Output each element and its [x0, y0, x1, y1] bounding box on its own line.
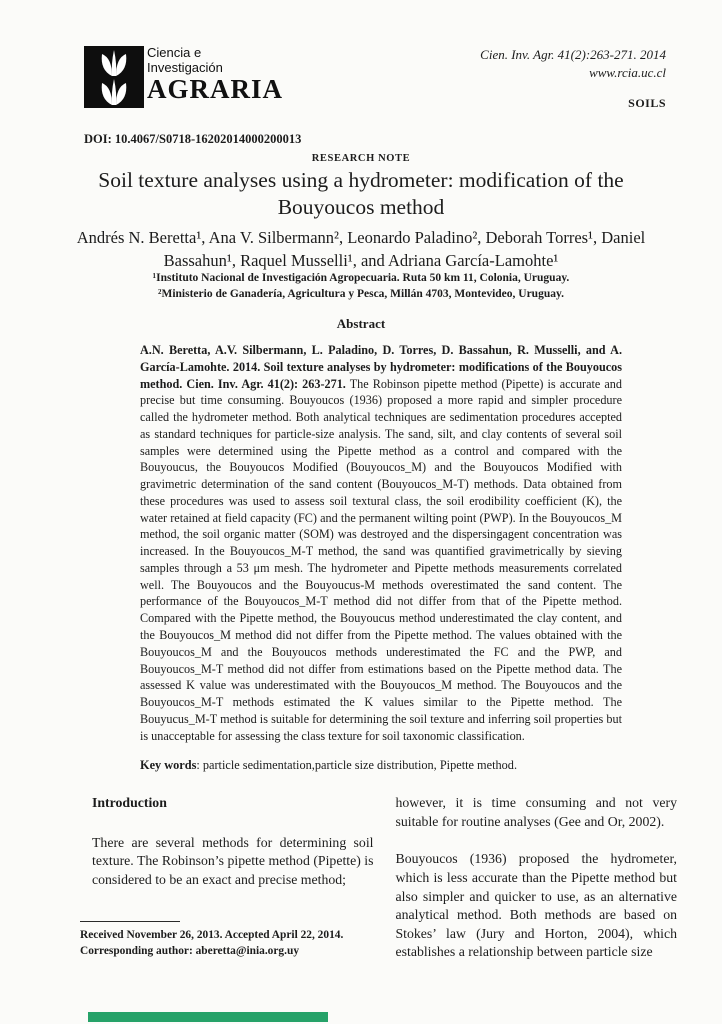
doi-line: DOI: 10.4067/S0718-16202014000200013: [84, 132, 302, 146]
authors-line: Andrés N. Beretta¹, Ana V. Silbermann², Leonardo Paladino², Deborah Torres¹, Daniel Bassahun¹, Raquel Musselli¹, and Adriana García-Lamohte¹: [76, 228, 646, 271]
section-label: SOILS: [628, 96, 666, 111]
journal-name-line3: AGRARIA: [147, 74, 284, 105]
abstract-paragraph: [140, 342, 622, 744]
right-column: [396, 794, 678, 981]
footnote-received: Received November 26, 2013. Accepted April 22, 2014.: [80, 929, 344, 941]
abstract-body-text: The Robinson pipette method (Pipette) is accurate and precise but time consuming. Bouyoucos (1936) proposed a more rapid and simpler procedure called the hydrometer method. Both analytical techniques are sedimentation procedures accepted as standard techniques for particle-size analysis. The sand, silt, and clay contents of several soil samples were determined using the Pipette method as a control and compared with the Bouyoucus, the Bouyoucos Modified (Bouyoucos_M) and the Bouyoucos Modified with gravimetric determination of the sand content (Bouyoucos_M-T) methods. Data obtained from these procedures was used to assess soil textural class, the soil erodibility coefficient (K), the water retained at field capacity (FC) and the permanent wilting point (PWP). In the Bouyoucos_M method, the soil organic matter (SOM) was destroyed and the dispersingagent concentration was increased. In the Bouyoucos_M-T method, the sand was quantified gravimetrically by sieving samples through a 53 μm mesh. The hydrometer and Pipette methods measurements correlated well. The Bouyoucos and the Bouyoucus-M methods overestimated the sand content. The performance of the Bouyoucos_M-T method did not differ from that of the Pipette method. Compared with the Pipette method, the Bouyoucus method underestimated the clay content, and the Bouyoucos_M method did not differ from the Pipette method. The values obtained with the Bouyoucos_M and the Bouyoucos methods underestimated the FC and the PWP, and Bouyoucos_M-T method did not differ from estimations based on the Pipette method data. The assessed K value was underestimated with the Bouyoucos_M method. The Bouyoucos and the Bouyoucos_M-T methods estimated the K values similar to the Pipette method. The Bouyucus_M-T method is suitable for determining the soil texture and inferring soil properties but is unacceptable for assessing the class texture for soil taxonomic classification.: [140, 376, 622, 743]
header-right: [480, 46, 666, 111]
journal-website: www.rcia.uc.cl: [589, 64, 666, 80]
article-type-label: RESEARCH NOTE: [311, 153, 411, 164]
intro-paragraph-2: however, it is time consuming and not very suitable for routine analyses (Gee and Or, 2002).: [395, 795, 677, 829]
journal-logo: [84, 46, 283, 108]
affiliation-1: ¹Instituto Nacional de Investigación Agropecuaria. Ruta 50 km 11, Colonia, Uruguay.: [152, 272, 570, 284]
journal-citation: Cien. Inv. Agr. 41(2):263-271. 2014: [480, 47, 666, 62]
affiliations: [0, 271, 722, 302]
keywords-text: : particle sedimentation,particle size distribution, Pipette method.: [196, 758, 518, 772]
footnote-corresponding-author: Corresponding author: aberetta@inia.org.uy: [80, 945, 300, 958]
footnote: [80, 921, 380, 959]
section-heading-introduction: Introduction: [92, 795, 167, 810]
journal-header: [84, 46, 666, 111]
abstract-heading: Abstract: [336, 316, 386, 331]
bottom-progress-bar: [88, 1012, 328, 1022]
intro-paragraph-1: There are several methods for determining soil texture. The Robinson’s pipette method (Pipette) is considered to be an exact and precise method;: [92, 834, 374, 887]
journal-name-line1: Ciencia e: [147, 45, 202, 60]
journal-logo-text: [147, 46, 283, 103]
journal-name-line2: Investigación: [147, 59, 223, 75]
page-title: Soil texture analyses using a hydrometer: modification of the Bouyoucos method: [98, 168, 624, 220]
abstract-citation-bold: A.N. Beretta, A.V. Silbermann, L. Paladino, D. Torres, D. Bassahun, R. Musselli, and A. García-Lamohte. 2014. Soil texture analyses by hydrometer: modifications of the Bouyoucos method. Cien. Inv. Agr. 41(2): 263-271.: [140, 343, 622, 391]
keywords-label: Key words: [140, 758, 197, 772]
affiliation-2: ²Ministerio de Ganadería, Agricultura y Pesca, Millán 4703, Montevideo, Uruguay.: [158, 287, 564, 300]
journal-logo-mark-icon: [84, 46, 144, 108]
intro-paragraph-3: Bouyoucos (1936) proposed the hydrometer, which is less accurate than the Pipette method but also simpler and quicker to use, as an alternative analytical method. Both methods are based on Stokes’ law (Jury and Horton, 2004), which establishes a relationship between particle size: [395, 851, 677, 960]
keywords-line: [140, 758, 622, 773]
footnote-divider: [80, 921, 180, 922]
